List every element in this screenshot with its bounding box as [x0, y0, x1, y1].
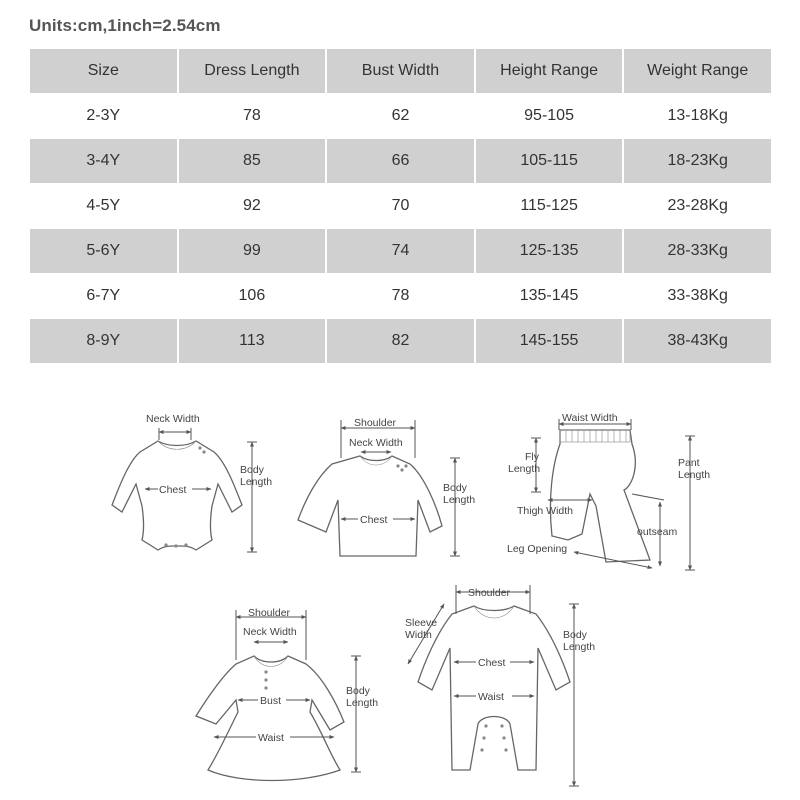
header-height-range: Height Range [476, 49, 623, 93]
label-neck-width: Neck Width [146, 413, 200, 425]
table-row [30, 139, 771, 183]
label-body-length-2: Length [563, 641, 596, 653]
header-dress-length: Dress Length [179, 49, 326, 93]
cell-weight-range: 38-43Kg [624, 319, 771, 363]
table-row [30, 184, 771, 228]
label-fly-length-2: Length [508, 463, 541, 475]
cell-weight-range: 13-18Kg [624, 94, 771, 138]
table-row [30, 274, 771, 318]
label-fly-length: Fly [525, 451, 539, 463]
label-shoulder: Shoulder [468, 587, 511, 599]
label-body-length: Body [443, 482, 467, 494]
label-sleeve-width: Sleeve [405, 617, 438, 629]
cell-height-range: 95-105 [476, 94, 623, 138]
label-body-length-2: Length [346, 697, 379, 709]
pants-diagram [507, 412, 710, 570]
cell-dress-length: 92 [179, 184, 326, 228]
units-note: Units:cm,1inch=2.54cm [29, 16, 221, 35]
table-header-row [30, 49, 771, 93]
cell-bust-width: 62 [327, 94, 474, 138]
cell-size: 3-4Y [30, 139, 177, 183]
romper-diagram [405, 585, 595, 786]
cell-dress-length: 106 [179, 274, 326, 318]
label-waist: Waist [478, 691, 504, 703]
cell-weight-range: 28-33Kg [624, 229, 771, 273]
label-chest: Chest [360, 514, 388, 526]
cell-dress-length: 85 [179, 139, 326, 183]
cell-dress-length: 78 [179, 94, 326, 138]
label-leg-opening: Leg Opening [507, 543, 568, 555]
cell-bust-width: 74 [327, 229, 474, 273]
header-weight-range: Weight Range [624, 49, 771, 93]
header-size: Size [30, 49, 177, 93]
cell-size: 8-9Y [30, 319, 177, 363]
label-body-length-2: Length [443, 494, 476, 506]
label-shoulder: Shoulder [354, 417, 397, 429]
label-waist: Waist [258, 732, 284, 744]
cell-dress-length: 99 [179, 229, 326, 273]
cell-dress-length: 113 [179, 319, 326, 363]
cell-height-range: 105-115 [476, 139, 623, 183]
cell-height-range: 135-145 [476, 274, 623, 318]
label-pant-length: Pant [678, 457, 700, 469]
label-chest: Chest [478, 657, 506, 669]
label-chest: Chest [159, 484, 187, 496]
label-body-length: Body [240, 464, 264, 476]
cell-height-range: 145-155 [476, 319, 623, 363]
label-bust: Bust [260, 695, 282, 707]
label-outseam: outseam [637, 526, 678, 538]
cell-height-range: 115-125 [476, 184, 623, 228]
label-pant-length-2: Length [678, 469, 711, 481]
cell-bust-width: 66 [327, 139, 474, 183]
label-sleeve-width-2: Width [405, 629, 432, 641]
cell-bust-width: 78 [327, 274, 474, 318]
cell-size: 6-7Y [30, 274, 177, 318]
cell-size: 4-5Y [30, 184, 177, 228]
top-diagram [298, 417, 475, 556]
cell-weight-range: 23-28Kg [624, 184, 771, 228]
size-chart-table [28, 48, 773, 364]
cell-bust-width: 70 [327, 184, 474, 228]
table-row [30, 229, 771, 273]
cell-bust-width: 82 [327, 319, 474, 363]
label-thigh-width: Thigh Width [517, 505, 574, 517]
bodysuit-diagram [112, 413, 272, 552]
label-neck-width: Neck Width [243, 626, 297, 638]
table-row [30, 319, 771, 363]
cell-size: 2-3Y [30, 94, 177, 138]
cell-weight-range: 18-23Kg [624, 139, 771, 183]
dress-diagram [196, 607, 378, 781]
cell-height-range: 125-135 [476, 229, 623, 273]
table-row [30, 94, 771, 138]
label-body-length: Body [346, 685, 370, 697]
label-neck-width: Neck Width [349, 437, 403, 449]
cell-weight-range: 33-38Kg [624, 274, 771, 318]
label-body-length: Body [563, 629, 587, 641]
header-bust-width: Bust Width [327, 49, 474, 93]
measurement-diagrams [0, 390, 800, 800]
cell-size: 5-6Y [30, 229, 177, 273]
label-body-length-2: Length [240, 476, 273, 488]
label-shoulder: Shoulder [248, 607, 291, 619]
label-waist-width: Waist Width [562, 412, 618, 424]
